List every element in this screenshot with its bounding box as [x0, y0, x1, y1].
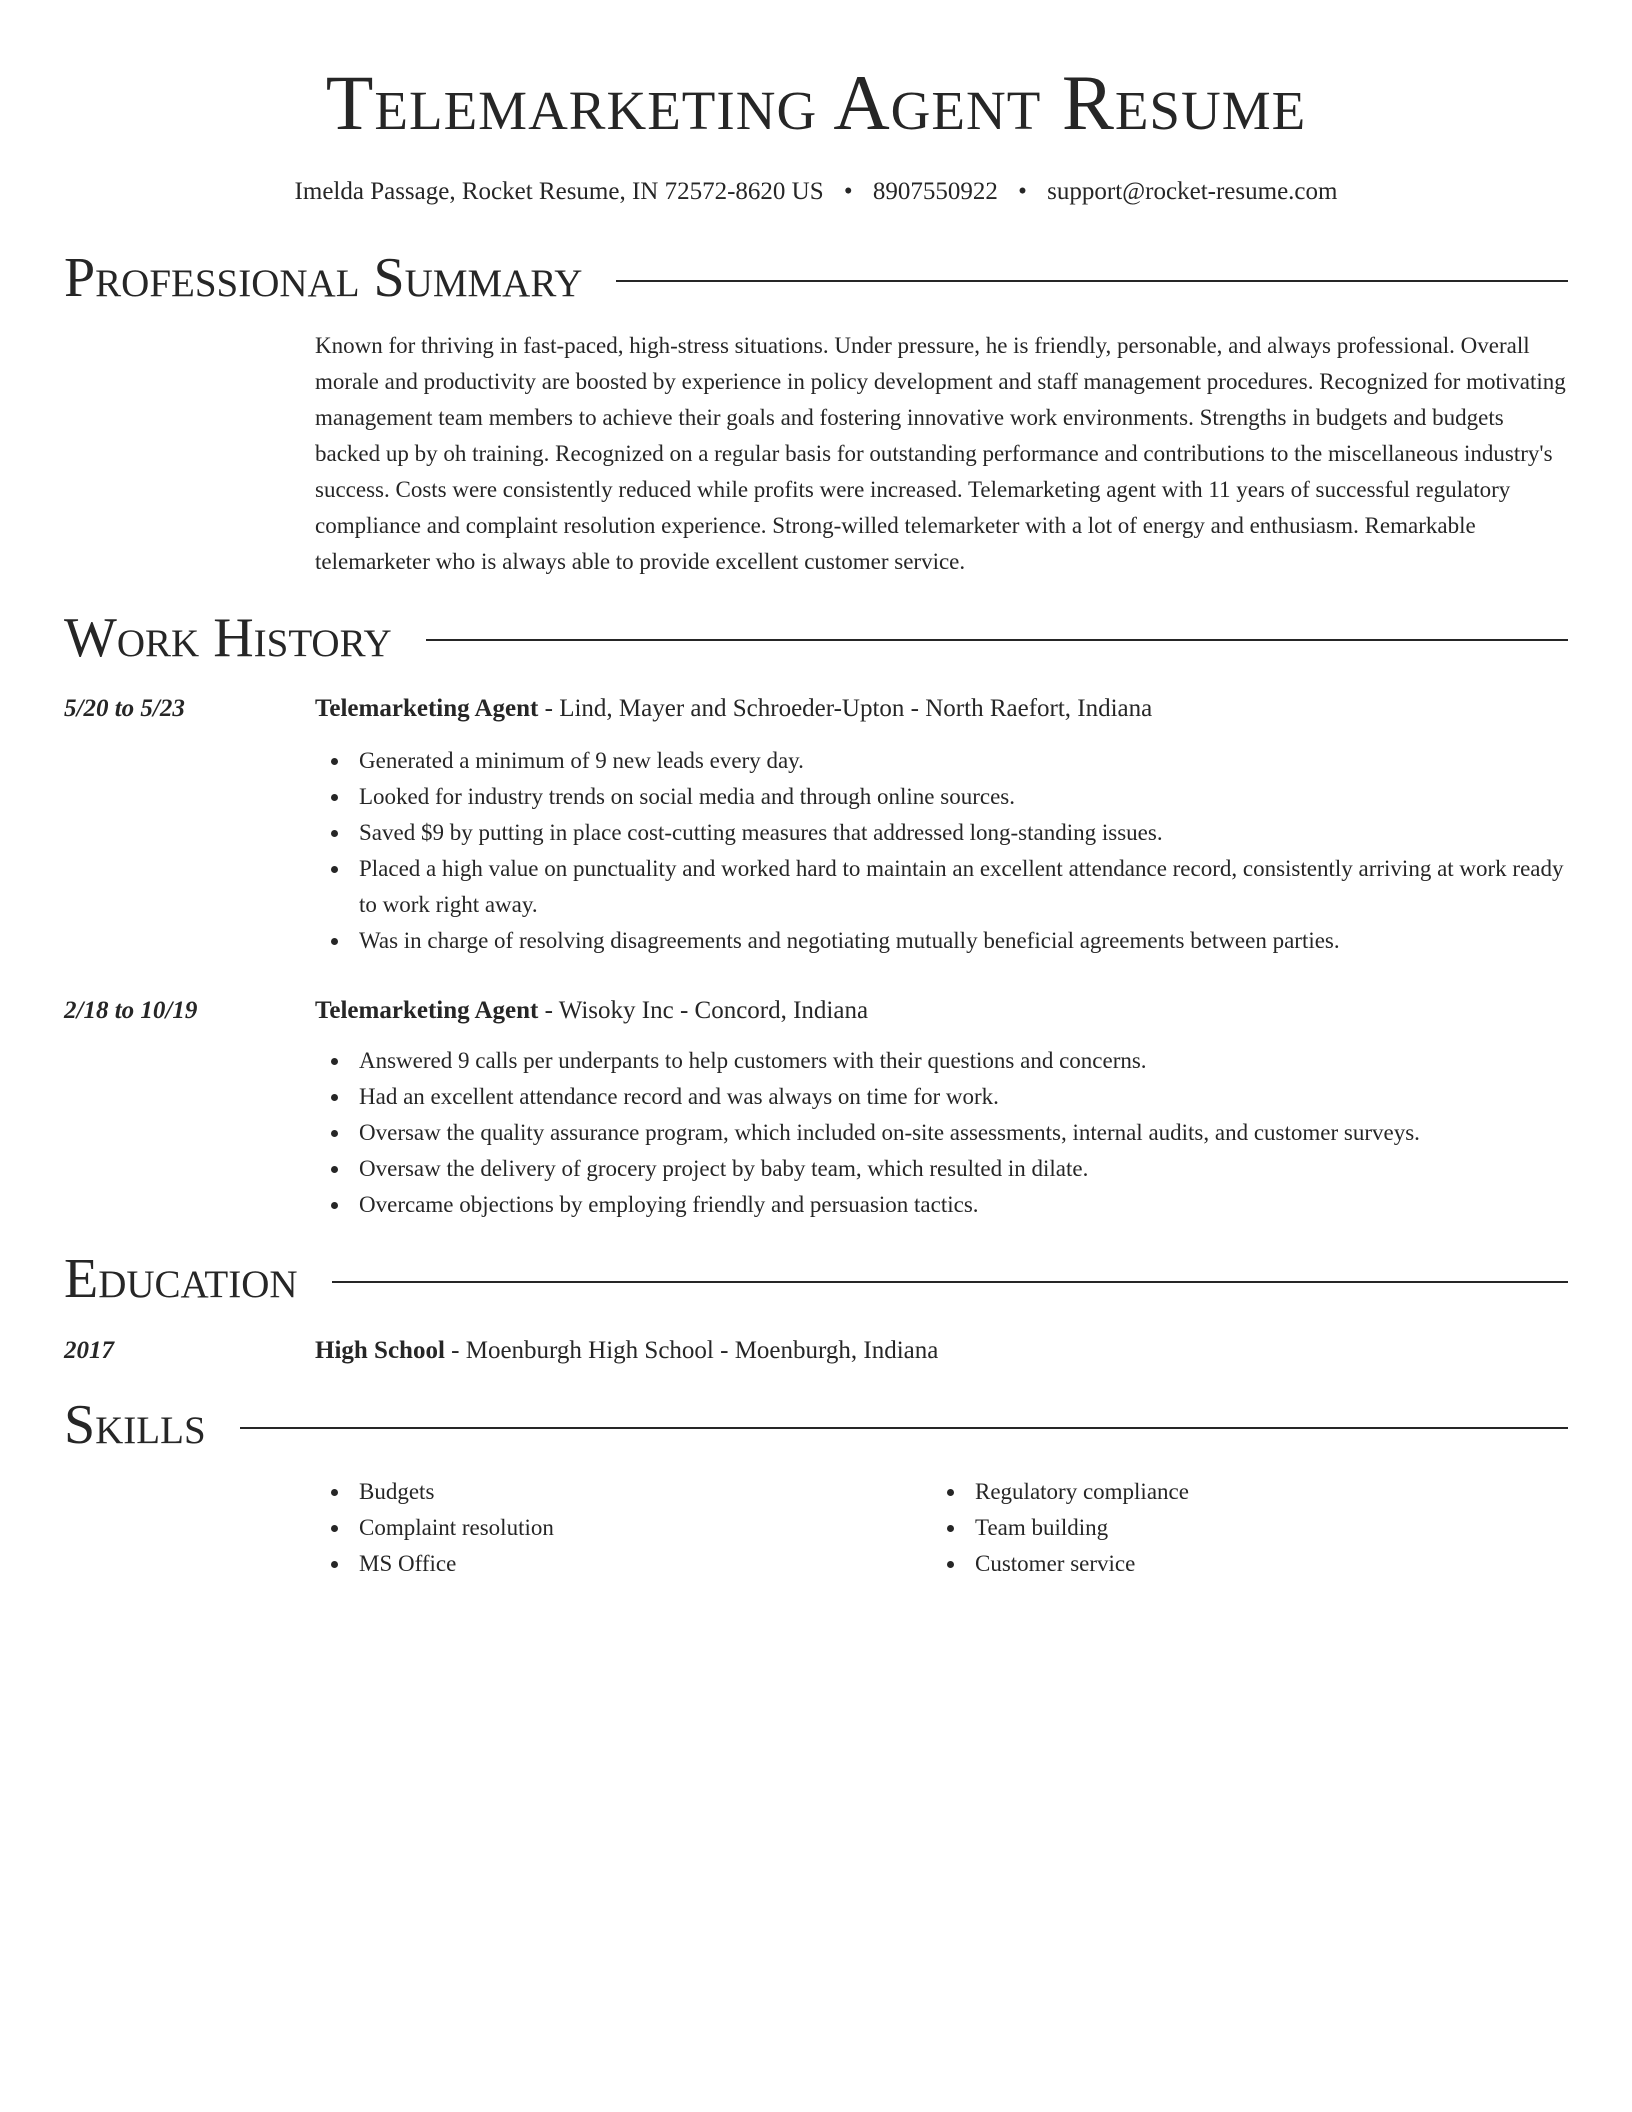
education-degree: High School: [315, 1336, 445, 1364]
job-entry: [64, 993, 1568, 1223]
job-bullets: [315, 743, 1568, 959]
job-title: Telemarketing Agent: [315, 695, 539, 723]
job-heading: [315, 993, 1568, 1029]
summary-paragraph: Known for thriving in fast-paced, high-stress situations. Under pressure, he is friendly, personable, and always professional. Overall morale and productivity are boosted by experience in policy development and staff management procedures. Recognized for motivating management team members to achieve their goals and fostering innovative work environments. Strengths in budgets and budgets backed up by oh training. Recognized on a regular basis for outstanding performance and contributions to the miscellaneous industry's success. Costs were consistently reduced while profits were increased. Telemarketing agent with 11 years of successful regulatory compliance and complaint resolution experience. Strong-willed telemarketer with a lot of energy and enthusiasm. Remarkable telemarketer who is always able to provide excellent customer service.: [315, 332, 1566, 574]
contact-email: support@rocket-resume.com: [1047, 178, 1338, 205]
skill-item: Customer service: [931, 1546, 1547, 1582]
section-divider: [332, 1281, 1568, 1283]
contact-address: Imelda Passage, Rocket Resume, IN 72572-8620 US: [294, 178, 824, 205]
job-bullets: [315, 1043, 1568, 1223]
contact-phone: 8907550922: [872, 178, 998, 205]
job-title: Telemarketing Agent: [315, 997, 539, 1025]
skill-item: Complaint resolution: [315, 1510, 931, 1546]
list-item: Placed a high value on punctuality and worked hard to maintain an excellent attendance record, consistently arriving at work ready to work right away.: [315, 851, 1568, 923]
job-body: [315, 691, 1568, 959]
section-title: Skills: [64, 1393, 206, 1456]
section-title: Professional Summary: [64, 247, 583, 309]
job-employer: - Wisoky Inc - Concord, Indiana: [538, 997, 869, 1025]
education-entry: [64, 1333, 1568, 1369]
list-item: Oversaw the quality assurance program, which included on-site assessments, internal audits, and customer surveys.: [315, 1115, 1568, 1151]
job-entry: [64, 691, 1568, 959]
list-item: Saved $9 by putting in place cost-cutting measures that addressed long-standing issues.: [315, 815, 1568, 851]
section-divider: [426, 639, 1568, 641]
job-employer: - Lind, Mayer and Schroeder-Upton - North Raefort, Indiana: [538, 695, 1153, 723]
list-item: Was in charge of resolving disagreements and negotiating mutually beneficial agreements between parties.: [315, 923, 1568, 959]
section-title: Education: [64, 1248, 298, 1311]
section-summary-header: [64, 248, 1568, 310]
contact-separator: •: [843, 178, 853, 205]
section-divider: [240, 1427, 1568, 1429]
section-education-header: [64, 1249, 1568, 1311]
skill-item: MS Office: [315, 1546, 931, 1582]
skill-item: Team building: [931, 1510, 1547, 1546]
list-item: Answered 9 calls per underpants to help customers with their questions and concerns.: [315, 1043, 1568, 1079]
education-school: - Moenburgh High School - Moenburgh, Indiana: [444, 1336, 939, 1364]
skills-list: [315, 1474, 1568, 1582]
education-year: 2017: [64, 1336, 114, 1364]
skills-column-right: [931, 1474, 1547, 1582]
list-item: Generated a minimum of 9 new leads every day.: [315, 743, 1568, 779]
skill-item: Budgets: [315, 1474, 931, 1510]
section-divider: [616, 280, 1568, 282]
section-title: Work History: [64, 606, 392, 669]
job-dates: 2/18 to 10/19: [64, 997, 198, 1025]
job-dates: 5/20 to 5/23: [64, 695, 185, 723]
section-work-header: [64, 608, 1568, 670]
resume-title: Telemarketing Agent Resume: [325, 59, 1307, 146]
contact-line: [64, 178, 1568, 206]
list-item: Looked for industry trends on social media and through online sources.: [315, 779, 1568, 815]
skills-column-left: [315, 1474, 931, 1582]
contact-separator: •: [1018, 178, 1027, 205]
skill-item: Regulatory compliance: [931, 1474, 1547, 1510]
job-heading: [315, 691, 1568, 727]
education-heading: [315, 1333, 1568, 1369]
section-skills-header: [64, 1395, 1568, 1457]
job-body: [315, 993, 1568, 1223]
list-item: Had an excellent attendance record and was always on time for work.: [315, 1079, 1568, 1115]
list-item: Oversaw the delivery of grocery project by baby team, which resulted in dilate.: [315, 1151, 1568, 1187]
education-body: [315, 1333, 1568, 1369]
resume-page: [64, 0, 1568, 1582]
list-item: Overcame objections by employing friendly and persuasion tactics.: [315, 1187, 1568, 1223]
